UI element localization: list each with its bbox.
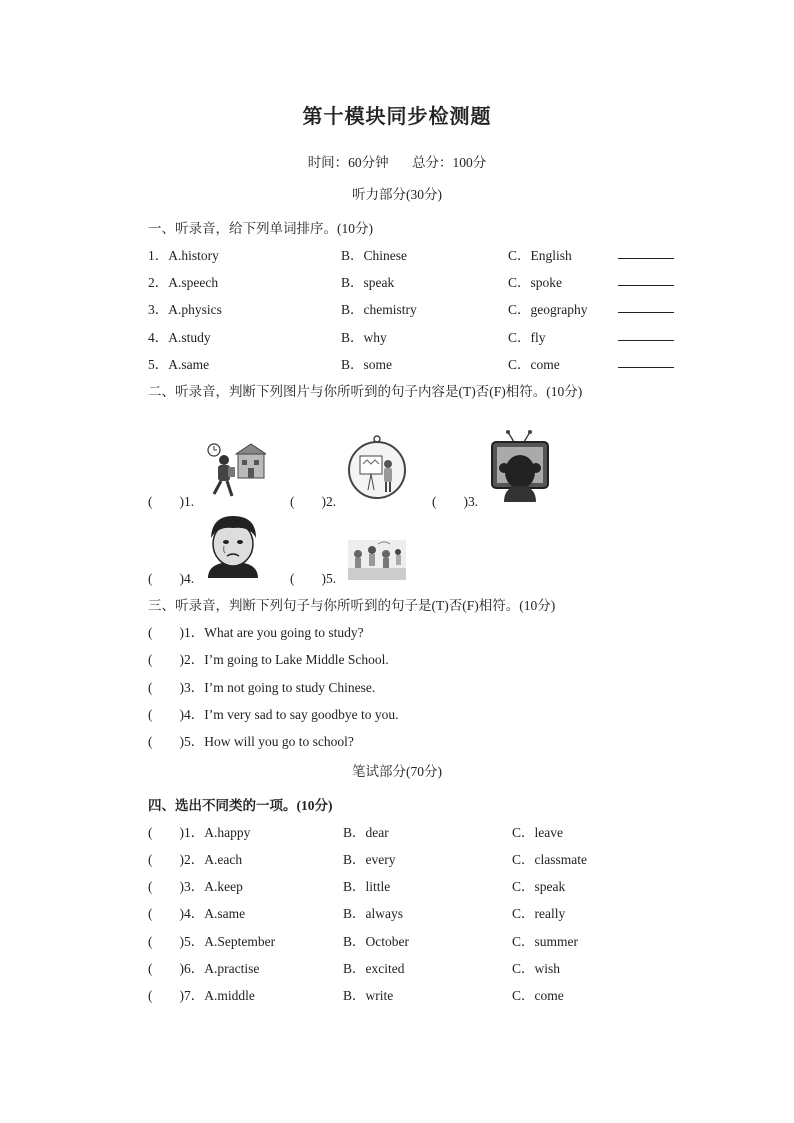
picture-item-1: ( )1. (148, 494, 195, 509)
list-item: ( )1．A.happy B．dear C．leave (148, 825, 563, 840)
picture-item-2: ( )2. (290, 494, 337, 509)
list-item: ( )4．A.same B．always C．really (148, 906, 566, 921)
list-item: ( )6．A.practise B．excited C．wish (148, 961, 561, 976)
section3-heading: 三、听录音，判断下列句子与你所听到的句子是(T)否(F)相符。(10分) (148, 598, 556, 613)
written-part-heading: 笔试部分(70分) (352, 764, 442, 779)
list-item: ( )2．A.each B．every C．classmate (148, 852, 587, 867)
list-item: 4．A.study B．why C．fly (148, 326, 678, 346)
section4-heading: 四、选出不同类的一项。(10分) (148, 798, 333, 813)
list-item: 2．A.speech B．speak C．spoke (148, 271, 678, 291)
sad-boy-face-picture (202, 512, 264, 580)
list-item: ( )3．I’m not going to study Chinese. (148, 680, 376, 695)
list-item: ( )3．A.keep B．little C．speak (148, 879, 566, 894)
answer-blank[interactable] (618, 367, 674, 368)
page-title: 第十模块同步检测题 (302, 106, 492, 128)
list-item: ( )2．I’m going to Lake Middle School. (148, 652, 389, 667)
picture-item-5: ( )5. (290, 571, 337, 586)
list-item: ( )4．I’m very sad to say goodbye to you. (148, 707, 399, 722)
list-item: ( )7．A.middle B．write C．come (148, 988, 564, 1003)
list-item: 3．A.physics B．chemistry C．geography (148, 298, 678, 318)
answer-blank[interactable] (618, 285, 674, 286)
list-item: 5．A.same B．some C．come (148, 353, 678, 373)
picture-item-4: ( )4. (148, 571, 195, 586)
list-item: ( )5．A.September B．October C．summer (148, 934, 578, 949)
answer-blank[interactable] (618, 312, 674, 313)
answer-blank[interactable] (618, 258, 674, 259)
list-item: 1．A.history B．Chinese C．English (148, 244, 678, 264)
boy-running-to-school-picture (202, 440, 266, 500)
exam-meta (0, 151, 794, 171)
girl-at-whiteboard-picture (346, 434, 408, 500)
list-item: ( )1．What are you going to study? (148, 625, 364, 640)
time-limit: 时间：60分钟 (307, 155, 389, 170)
children-playing-picture (348, 540, 406, 580)
total-score: 总分：100分 (412, 155, 487, 170)
picture-item-3: ( )3. (432, 494, 479, 509)
list-item: ( )5．How will you go to school? (148, 734, 354, 749)
girl-watching-tv-picture (490, 430, 550, 502)
listening-part-heading: 听力部分(30分) (352, 187, 442, 202)
answer-blank[interactable] (618, 340, 674, 341)
section1-heading: 一、听录音，给下列单词排序。(10分) (148, 221, 373, 236)
section2-heading: 二、听录音，判断下列图片与你所听到的句子内容是(T)否(F)相符。(10分) (148, 384, 583, 399)
